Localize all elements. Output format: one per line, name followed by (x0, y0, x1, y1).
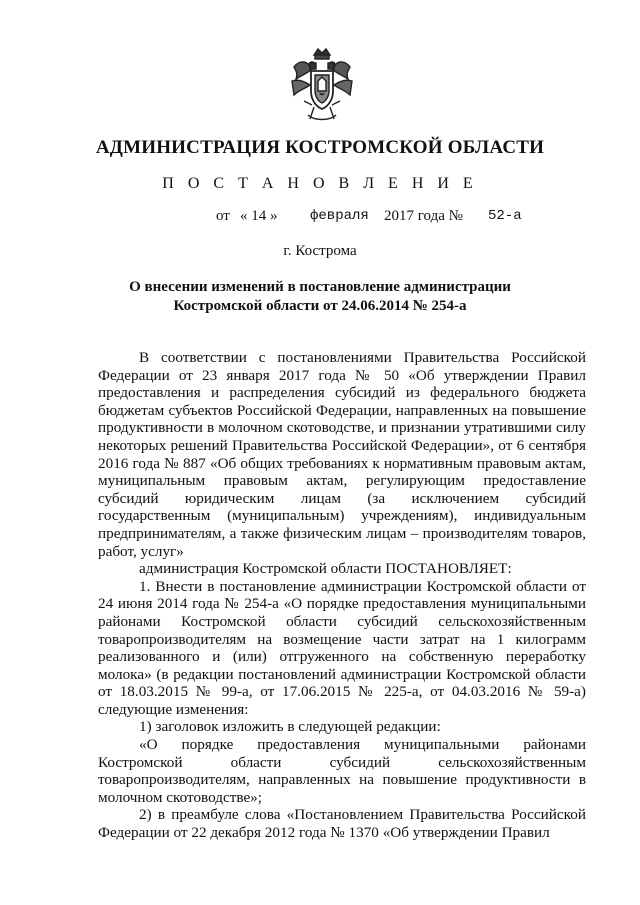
body-paragraph: администрация Костромской области ПОСТАНОВЛЯЕТ: (139, 560, 512, 578)
document-body (98, 349, 586, 842)
date-year: 2017 года № (384, 208, 463, 224)
body-paragraph: 1. Внести в постановление администрации Костромской области от 24 июня 2014 года № 254-а «О порядке предоставления муниципальными районами Костромской области субсидий сельскохозяйственным товаропроизводителям на возмещение части затрат на 1 килограмм реализованного и (или) отгруженного на собственную переработку молока» (в редакции постановлений администрации Костромской области от 18.03.2015 № 99-а, от 17.06.2015 № 225-а, от 04.03.2016 № 59-а) следующие изменения: (98, 577, 586, 718)
document-title-line: О внесении изменений в постановление администрации (129, 279, 511, 295)
date-prefix: от (216, 208, 230, 224)
body-paragraph: 1) заголовок изложить в следующей редакции: (139, 718, 441, 736)
body-paragraph: В соответствии с постановлениями Правительства Российской Федерации от 23 января 2017 года № 50 «Об утверждении Правил предоставления и распределения субсидий из федерального бюджета бюджетам субъектов Российской Федерации, направленных на повышение продуктивности в молочном скотоводстве, и признании утратившими силу некоторых решений Правительства Российской Федерации», от 6 сентября 2016 года № 887 «Об общих требованиях к нормативным правовым актам, муниципальным правовым актам, регулирующим предоставление субсидий юридическим лицам (за исключением субсидий государственным (муниципальным) учреждениям), индивидуальным предпринимателям, а также физическим лицам – производителям товаров, работ, услуг» (98, 349, 586, 560)
document-number: 52-а (488, 208, 522, 224)
document-title-line: Костромской области от 24.06.2014 № 254-а (173, 298, 467, 314)
organization-name: АДМИНИСТРАЦИЯ КОСТРОМСКОЙ ОБЛАСТИ (95, 137, 545, 158)
document-title (100, 278, 540, 316)
city-name: г. Кострома (283, 243, 357, 259)
document-type: П О С Т А Н О В Л Е Н И Е (162, 175, 478, 192)
date-month: февраля (310, 208, 369, 224)
date-day: « 14 » (240, 208, 278, 224)
body-paragraph: «О порядке предоставления муниципальными районами Костромской области субсидий сельскохозяйственным товаропроизводителям, направленных на повышение продуктивности в молочном скотоводстве»; (98, 736, 586, 806)
coat-of-arms-icon (290, 45, 354, 123)
body-paragraph: 2) в преамбуле слова «Постановлением Правительства Российской Федерации от 22 декабря 2012 года № 1370 «Об утверждении Правил (98, 806, 586, 842)
